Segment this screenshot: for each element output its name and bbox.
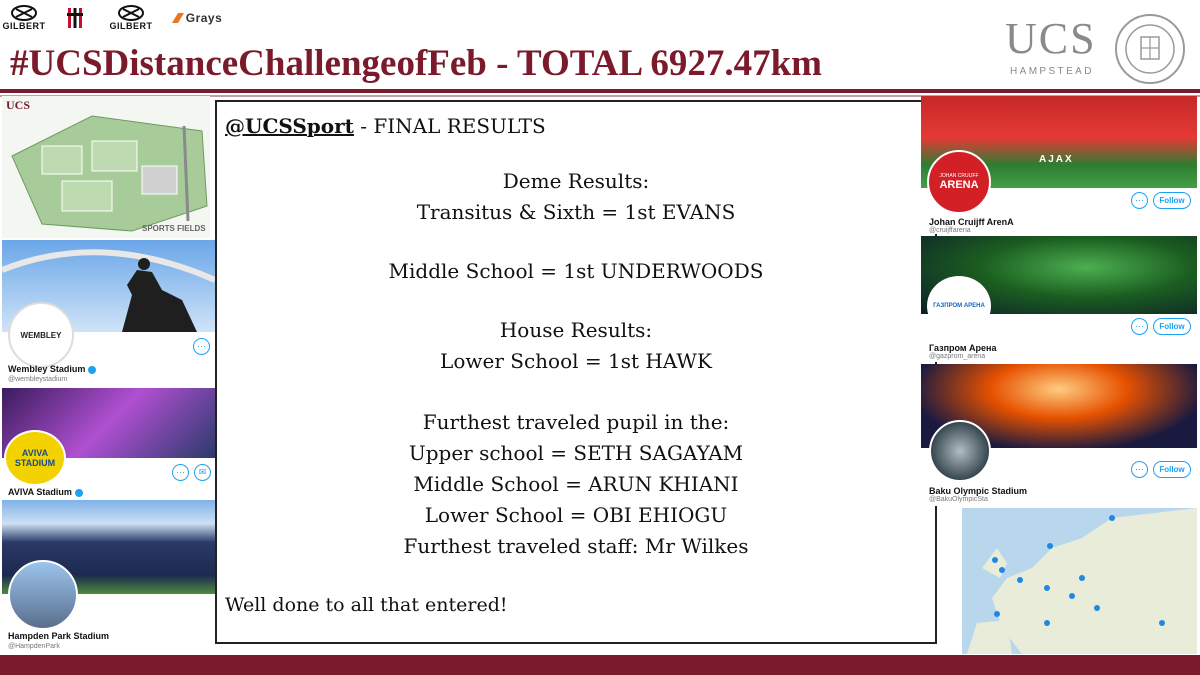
gazprom-follow-button[interactable]: Follow [1153, 318, 1191, 335]
wembley-avatar [8, 302, 74, 368]
gilbert-logo-icon [11, 5, 37, 21]
aviva-message-button[interactable]: ✉ [194, 464, 211, 481]
results-lines [217, 166, 935, 562]
grays-logo-icon [172, 13, 184, 23]
result-line: Lower School = OBI EHIOGU [424, 503, 728, 527]
gazprom-logo-text: ГАЗПРОМ АРЕНА [933, 303, 985, 309]
hampden-name: Hampden Park Stadium [8, 631, 110, 641]
aviva-more-button[interactable]: ··· [172, 464, 189, 481]
baku-more-button[interactable]: ··· [1131, 461, 1148, 478]
cricket-logo [64, 4, 86, 32]
map-label: SPORTS FIELDS [142, 224, 206, 233]
gilbert-logo [2, 4, 46, 32]
wembley-profile-card [2, 240, 215, 386]
hampden-avatar [8, 560, 78, 630]
page-title: #UCSDistanceChallengeofFeb - TOTAL 6927.47km [10, 43, 822, 84]
verified-badge-icon [88, 366, 96, 374]
gilbert-text: GILBERT [2, 21, 46, 31]
aviva-logo-text: AVIVA STADIUM [14, 448, 56, 468]
result-line: Middle School = ARUN KHIANI [413, 472, 739, 496]
grays-logo [170, 4, 224, 32]
result-line: Deme Results: [502, 169, 650, 193]
gazprom-name: Газпром Арена [929, 343, 997, 353]
sports-fields-map-panel [2, 96, 210, 238]
results-heading-text: - FINAL RESULTS [353, 114, 546, 138]
baku-handle: @BakuOlympicSta [929, 496, 988, 503]
grays-text: Grays [185, 11, 223, 25]
result-line: Upper school = SETH SAGAYAM [408, 441, 744, 465]
result-line: Furthest traveled pupil in the: [422, 410, 730, 434]
results-card [215, 100, 937, 644]
result-line: House Results: [499, 318, 653, 342]
baku-profile-card [921, 364, 1197, 506]
ajax-follow-button[interactable]: Follow [1153, 192, 1191, 209]
ajax-handle: @cruijffarena [929, 227, 971, 234]
verified-badge-icon [75, 489, 83, 497]
result-line: Middle School = 1st UNDERWOODS [388, 259, 764, 283]
result-line: Lower School = 1st HAWK [440, 349, 712, 373]
ajax-more-button[interactable]: ··· [1131, 192, 1148, 209]
aviva-profile-card [2, 388, 215, 498]
wembley-logo-text: WEMBLEY [20, 330, 62, 340]
sports-fields-map-icon [2, 96, 210, 238]
baku-name: Baku Olympic Stadium [929, 486, 1028, 496]
gazprom-avatar [927, 276, 991, 336]
gazprom-more-button[interactable]: ··· [1131, 318, 1148, 335]
aviva-avatar [4, 430, 66, 486]
header-rule [0, 89, 1200, 93]
gilbert-netball-logo [109, 4, 153, 32]
europe-map-icon [962, 508, 1197, 654]
gazprom-profile-card [921, 236, 1197, 362]
school-logo-word: UCS [1005, 14, 1097, 63]
wembley-more-button[interactable]: ··· [193, 338, 210, 355]
gilbert-netball-logo-icon [118, 5, 144, 21]
cricket-stumps-logo-icon [66, 6, 84, 30]
ajax-name: Johan Cruijff ArenA [929, 217, 1014, 227]
baku-avatar [929, 420, 991, 482]
school-logo-sub: HAMPSTEAD [1010, 66, 1094, 77]
footer-bar [0, 655, 1200, 675]
europe-map-panel [962, 508, 1197, 654]
hampden-handle: @HampdenPark [8, 643, 60, 650]
ajax-avatar [927, 150, 991, 214]
school-crest-icon [1114, 13, 1186, 85]
gazprom-handle: @gazprom_arena [929, 353, 986, 360]
ajax-logo-text: ARENA [939, 179, 979, 191]
wembley-name: Wembley Stadium [8, 364, 96, 374]
map-logo-text: UCS [6, 98, 31, 112]
result-line: Transitus & Sixth = 1st EVANS [416, 200, 736, 224]
ajax-logo-top: JOHAN CRUIJFF [939, 173, 979, 179]
wembley-handle: @wembleystadium [8, 376, 68, 383]
ajax-banner-text: AJAX [1039, 154, 1074, 165]
results-footer: Well done to all that entered! [225, 594, 508, 616]
baku-follow-button[interactable]: Follow [1153, 461, 1191, 478]
result-line: Furthest traveled staff: Mr Wilkes [403, 534, 749, 558]
hampden-profile-card [2, 500, 215, 654]
aviva-name: AVIVA Stadium [8, 487, 83, 497]
gilbert-netball-text: GILBERT [109, 21, 153, 31]
results-heading [225, 114, 546, 138]
ajax-profile-card [921, 96, 1197, 234]
ucssport-handle-link[interactable]: @UCSSport [225, 114, 354, 138]
